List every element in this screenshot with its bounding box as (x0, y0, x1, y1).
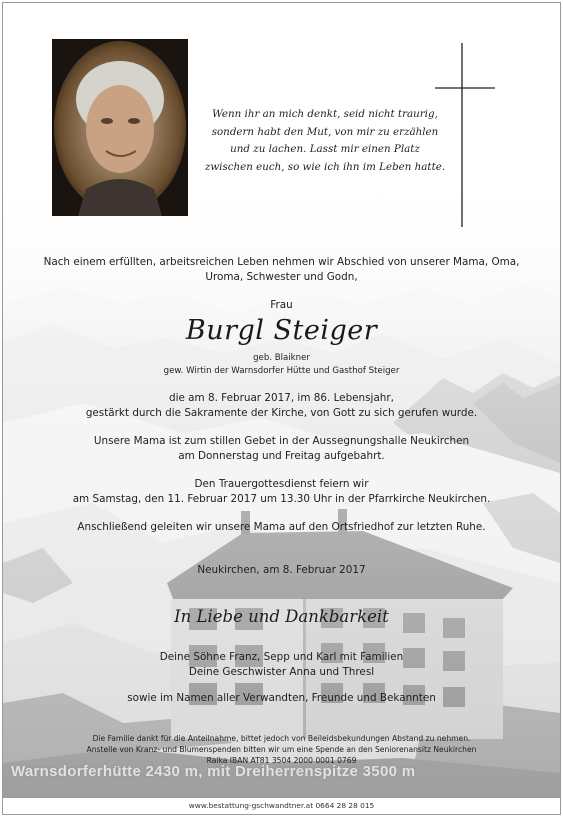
death-line: die am 8. Februar 2017, im 86. Lebensjahr, (169, 392, 394, 404)
prayer-line: am Donnerstag und Freitag aufgebahrt. (178, 450, 385, 462)
death-line: gestärkt durch die Sakramente der Kirche, von Gott zu sich gerufen wurde. (85, 407, 478, 419)
portrait-photo (52, 39, 188, 216)
footer-contact: www.bestattung-gschwandtner.at 0664 28 28 015 (3, 798, 560, 814)
service-line: am Samstag, den 11. Februar 2017 um 13.30 Uhr in der Pfarrkirche Neukirchen. (72, 493, 491, 505)
poem-quote (200, 106, 450, 176)
intro-line: Uroma, Schwester und Godn, (205, 271, 358, 283)
notice-line: Anstelle von Kranz- und Blumenspenden bitten wir um eine Spende an den Seniorenansitz Neukirchen (86, 745, 477, 754)
closing-script: In Liebe und Dankbarkeit (174, 607, 389, 626)
family-line: Deine Söhne Franz, Sepp und Karl mit Familien (159, 651, 404, 663)
notice-line: Raika IBAN AT81 3504 2000 0001 0769 (206, 756, 357, 765)
notice-line: Die Familie dankt für die Anteilnahme, bittet jedoch von Beileidsbekundungen Abstand zu nehmen. (92, 734, 471, 743)
obituary-card (2, 2, 561, 815)
salutation: Frau (270, 299, 293, 311)
burial-line: Anschließend geleiten wir unsere Mama auf den Ortsfriedhof zur letzten Ruhe. (77, 521, 486, 533)
prayer-line: Unsere Mama ist zum stillen Gebet in der Aussegnungshalle Neukirchen (93, 435, 470, 447)
portrait-icon (52, 39, 188, 216)
family-line: Deine Geschwister Anna und Thresl (188, 666, 375, 678)
poem-line: und zu lachen. Lasst mir einen Platz (230, 143, 420, 155)
relatives-line: sowie im Namen aller Verwandten, Freunde und Bekannten (127, 692, 436, 704)
poem-line: sondern habt den Mut, von mir zu erzählen (211, 125, 439, 138)
cross-icon (433, 43, 497, 227)
intro-line: Nach einem erfüllten, arbeitsreichen Leben nehmen wir Abschied von unserer Mama, Oma, (43, 256, 520, 268)
occupation: gew. Wirtin der Warnsdorfer Hütte und Gasthof Steiger (163, 366, 400, 376)
deceased-name: Burgl Steiger (185, 315, 378, 346)
poem-line: zwischen euch, so wie ich ihn im Leben hatte. (204, 160, 446, 173)
place-date: Neukirchen, am 8. Februar 2017 (197, 564, 366, 576)
maiden-name: geb. Blaikner (253, 353, 310, 363)
photo-caption: Warnsdorferhütte 2430 m, mit Dreiherrenspitze 3500 m (11, 763, 416, 780)
service-line: Den Trauergottesdienst feiern wir (194, 478, 369, 490)
poem-line: Wenn ihr an mich denkt, seid nicht traurig, (212, 108, 438, 120)
